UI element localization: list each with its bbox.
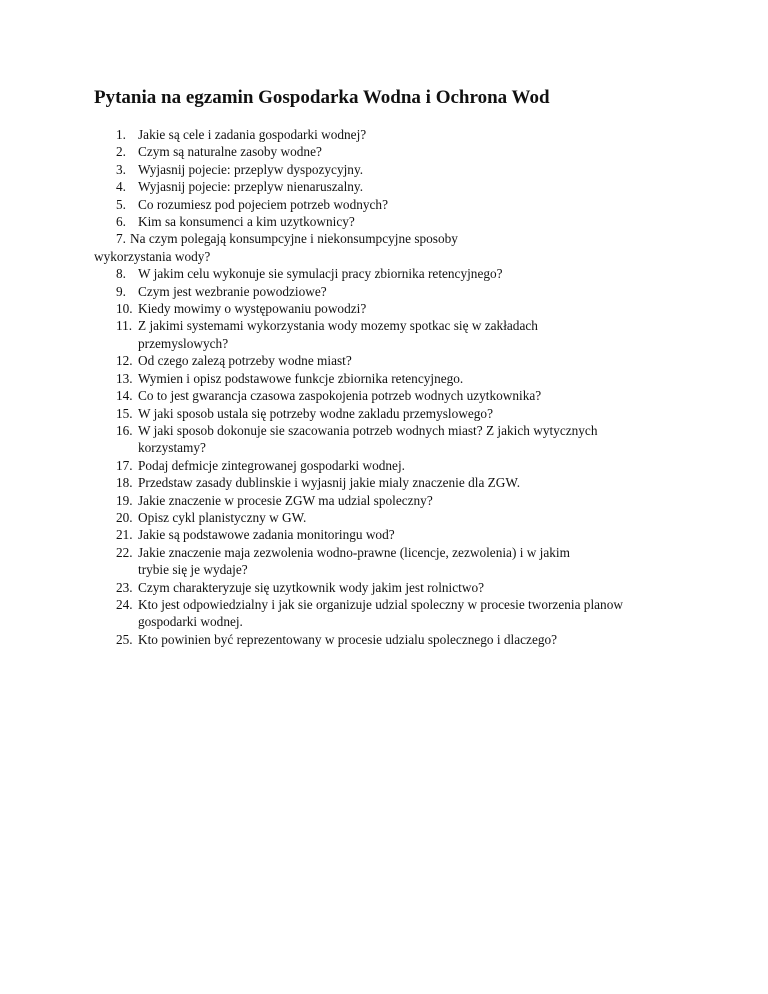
question-item xyxy=(116,283,716,300)
question-text: Podaj defmicje zintegrowanej gospodarki wodnej. xyxy=(138,457,405,473)
question-text: Kto powinien być reprezentowany w procesie udzialu spolecznego i dlaczego? xyxy=(138,631,558,647)
question-number: 22. xyxy=(116,544,133,560)
question-text: Kto jest odpowiedzialny i jak sie organizuje udzial spoleczny w procesie tworzenia planow gospodarki wodnej. xyxy=(138,596,623,630)
question-number: 7. xyxy=(116,231,126,247)
question-item xyxy=(116,178,716,195)
question-number: 2. xyxy=(116,144,126,160)
question-text: W jaki sposob ustala się potrzeby wodne zakladu przemyslowego? xyxy=(138,405,493,421)
question-number: 14. xyxy=(116,388,133,404)
question-item xyxy=(116,631,716,648)
question-number: 15. xyxy=(116,405,133,421)
question-text: Jakie są podstawowe zadania monitoringu wod? xyxy=(138,527,395,543)
question-number: 8. xyxy=(116,266,126,282)
question-item xyxy=(116,492,716,509)
question-item xyxy=(116,387,716,404)
question-text: Z jakimi systemami wykorzystania wody mozemy spotkac się w zakładach przemyslowych? xyxy=(138,318,538,351)
question-item xyxy=(116,196,716,213)
question-number: 12. xyxy=(116,353,133,369)
question-text: Co rozumiesz pod pojeciem potrzeb wodnych? xyxy=(138,196,388,212)
question-item xyxy=(116,544,716,579)
question-text: Kim sa konsumenci a kim uzytkownicy? xyxy=(138,214,355,230)
question-item xyxy=(116,579,716,596)
question-text: Od czego zalezą potrzeby wodne miast? xyxy=(138,353,352,369)
question-item xyxy=(116,352,716,369)
question-number: 4. xyxy=(116,179,126,195)
question-text: Co to jest gwarancja czasowa zaspokojenia potrzeb wodnych uzytkownika? xyxy=(138,388,542,404)
question-text: Wyjasnij pojecie: przeplyw nienaruszalny. xyxy=(138,179,364,195)
question-item xyxy=(116,143,716,160)
question-number: 18. xyxy=(116,475,133,491)
question-item xyxy=(116,265,716,282)
question-text: Jakie znaczenie maja zezwolenia wodno-prawne (licencje, zezwolenia) i w jakim trybie się je wydaje? xyxy=(138,544,570,578)
question-item xyxy=(116,457,716,474)
question-number: 1. xyxy=(116,127,126,142)
question-item xyxy=(116,317,716,352)
question-text: Na czym polegają konsumpcyjne i niekonsumpcyjne sposoby wykorzystania wody? xyxy=(94,231,458,264)
question-item xyxy=(116,126,716,143)
question-number: 23. xyxy=(116,579,133,595)
question-item xyxy=(116,405,716,422)
question-number: 20. xyxy=(116,509,133,525)
question-number: 17. xyxy=(116,457,133,473)
question-text: Jakie są cele i zadania gospodarki wodnej? xyxy=(138,127,367,142)
question-item xyxy=(116,161,716,178)
question-number: 21. xyxy=(116,527,133,543)
question-item xyxy=(116,474,716,491)
question-text: W jakim celu wykonuje sie symulacji pracy zbiornika retencyjnego? xyxy=(138,266,503,282)
question-text: Opisz cykl planistyczny w GW. xyxy=(138,509,307,525)
question-text: Czym są naturalne zasoby wodne? xyxy=(138,144,322,160)
question-number: 24. xyxy=(116,596,133,612)
question-number: 10. xyxy=(116,301,133,317)
question-text: Przedstaw zasady dublinskie i wyjasnij jakie mialy znaczenie dla ZGW. xyxy=(138,475,521,491)
question-item xyxy=(116,213,716,230)
question-number: 16. xyxy=(116,422,133,438)
question-text: Jakie znaczenie w procesie ZGW ma udzial spoleczny? xyxy=(138,492,433,508)
question-item xyxy=(116,300,716,317)
question-number: 9. xyxy=(116,283,126,299)
question-number: 25. xyxy=(116,631,133,647)
question-text: W jaki sposob dokonuje sie szacowania potrzeb wodnych miast? Z jakich wytycznych korzystamy? xyxy=(138,422,598,456)
question-number: 11. xyxy=(116,318,133,334)
question-text: Czym charakteryzuje się uzytkownik wody jakim jest rolnictwo? xyxy=(138,579,484,595)
question-item xyxy=(94,230,514,265)
question-list xyxy=(94,126,716,648)
question-item xyxy=(116,422,716,457)
question-item xyxy=(116,526,716,543)
question-text: Wymien i opisz podstawowe funkcje zbiornika retencyjnego. xyxy=(138,370,464,386)
question-text: Wyjasnij pojecie: przeplyw dyspozycyjny. xyxy=(138,161,364,177)
question-number: 13. xyxy=(116,370,133,386)
question-number: 19. xyxy=(116,492,133,508)
question-item xyxy=(116,596,716,631)
question-item xyxy=(116,370,716,387)
question-number: 5. xyxy=(116,196,126,212)
question-number: 6. xyxy=(116,214,126,230)
question-text: Czym jest wezbranie powodziowe? xyxy=(138,283,327,299)
question-number: 3. xyxy=(116,161,126,177)
question-text: Kiedy mowimy o występowaniu powodzi? xyxy=(138,301,367,317)
question-item xyxy=(116,509,716,526)
document-title: Pytania na egzamin Gospodarka Wodna i Ochrona Wod xyxy=(94,87,550,108)
